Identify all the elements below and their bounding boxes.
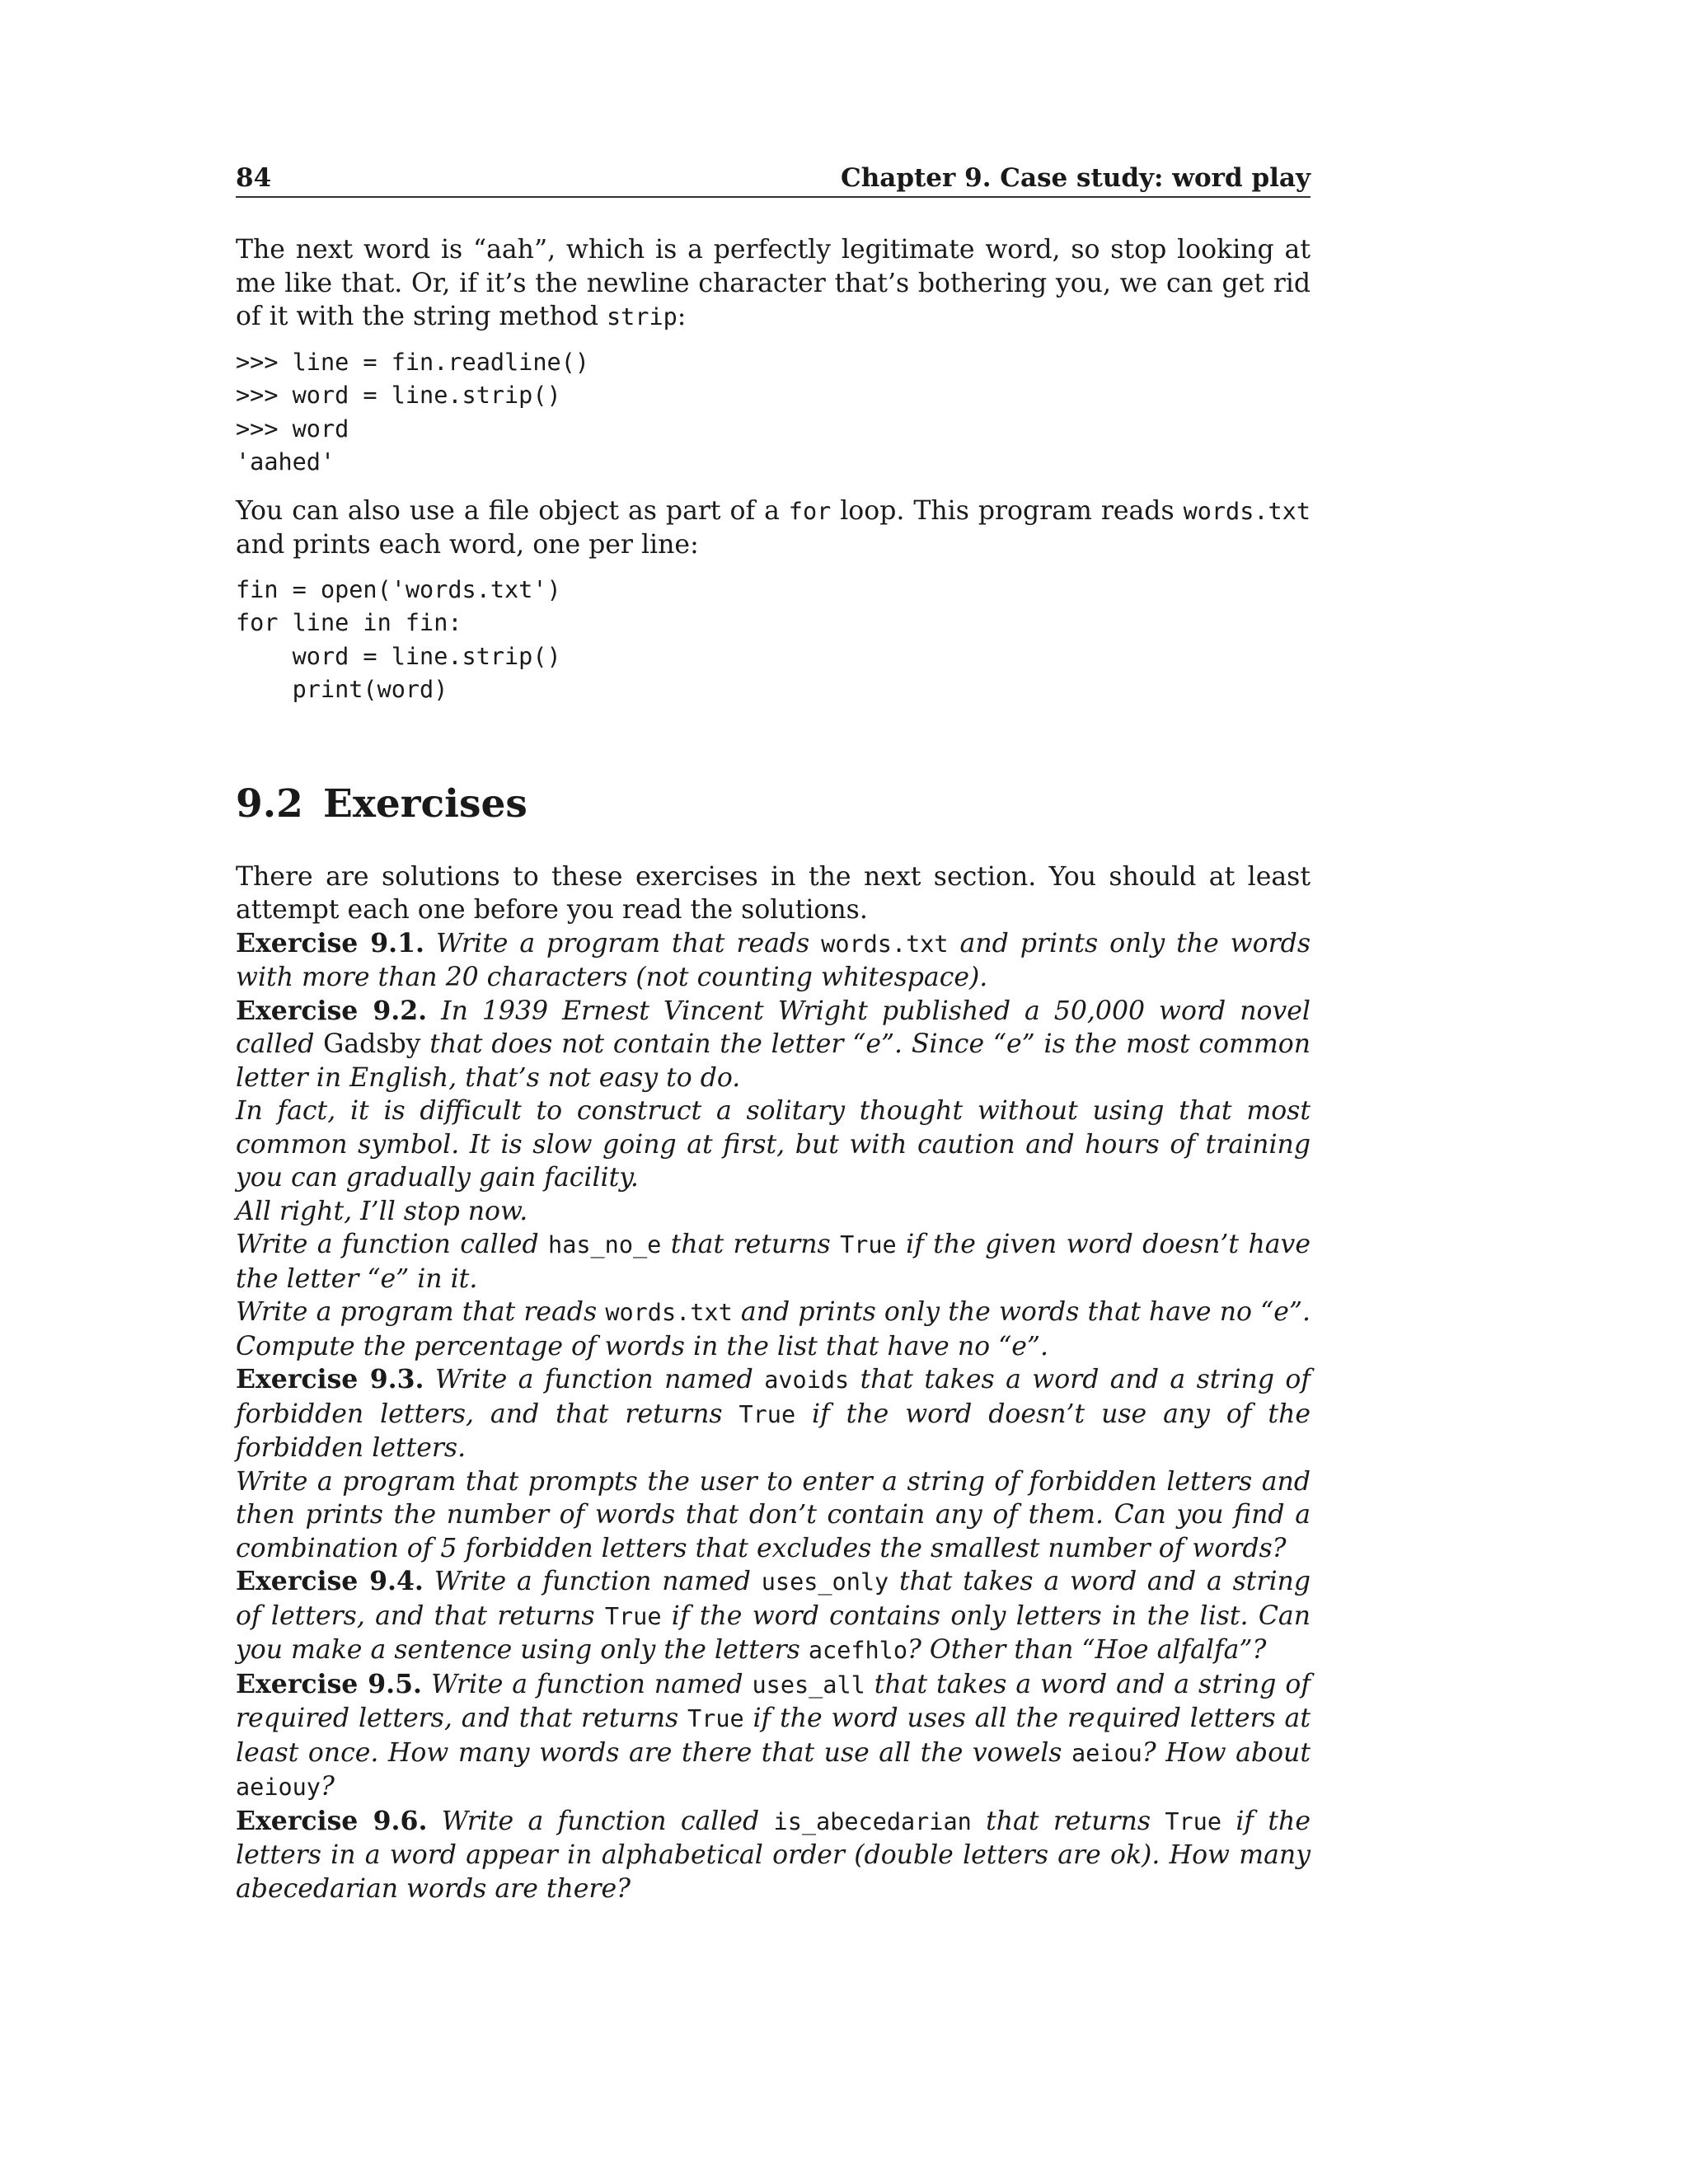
inline-code: True [738, 1400, 796, 1428]
exercise-9-4: Exercise 9.4. Write a function named uses_only that takes a word and a string of letters, and that returns True if the word contains only letters in the list. Can you make a sentence using only the letters acefhlo? Other than “Hoe alfalfa”? [236, 1566, 1311, 1665]
inline-code: avoids [764, 1366, 850, 1394]
inline-code: acefhlo [808, 1637, 907, 1664]
inline-code: True [1165, 1807, 1221, 1835]
intro-paragraph-1: The next word is “aah”, which is a perfectly legitimate word, so stop looking at me like that. Or, if it’s the newline character that’s bothering you, we can get rid of it with the string method strip: [236, 235, 1311, 331]
page-header [236, 162, 1311, 198]
inline-code: words.txt [1183, 497, 1311, 525]
exercise-9-2-paragraph: Write a function called has_no_e that returns True if the given word doesn’t have the letter “e” in it. [236, 1230, 1311, 1294]
book-title: Gadsby [323, 1029, 421, 1059]
exercise-9-2: Exercise 9.2. In 1939 Ernest Vincent Wright published a 50,000 word novel called Gadsby that does not contain the letter “e”. Since “e” is the most common letter in English, that’s not easy to do. [236, 995, 1311, 1093]
exercise-9-5: Exercise 9.5. Write a function named uses_all that takes a word and a string of required letters, and that returns True if the word uses all the required letters at least once. How many words are there that use all the vowels aeiou? How about aeiouy? [236, 1668, 1311, 1802]
section-number: 9.2 [236, 780, 303, 827]
exercise-label: Exercise 9.3. [236, 1364, 424, 1394]
exercise-9-2-paragraph: All right, I’ll stop now. [236, 1196, 528, 1226]
inline-code: uses_all [752, 1671, 865, 1699]
inline-code: words.txt [605, 1299, 733, 1326]
exercise-label: Exercise 9.6. [236, 1805, 428, 1836]
inline-code: True [604, 1602, 662, 1630]
inline-code: words.txt [821, 930, 949, 958]
inline-code: strip [607, 303, 678, 330]
inline-code: aeiou [1071, 1739, 1142, 1767]
exercise-9-2-paragraph: Write a program that reads words.txt and prints only the words that have no “e”. Compute the percentage of words in the list that have no “e”. [236, 1297, 1311, 1361]
page-number: 84 [236, 163, 272, 193]
exercise-9-3-paragraph: Write a program that prompts the user to enter a string of forbidden letters and then prints the number of words that don’t contain any of them. Can you find a combination of 5 forbidden letters that excludes the smallest number of words? [236, 1466, 1311, 1563]
section-intro: There are solutions to these exercises in the next section. You should at least attempt each one before you read the solutions. [236, 861, 1311, 925]
exercise-label: Exercise 9.5. [236, 1668, 423, 1699]
exercise-9-2-paragraph: In fact, it is difficult to construct a solitary thought without using that most common symbol. It is slow going at first, but with caution and hours of training you can gradually gain facility. [236, 1096, 1311, 1193]
inline-code: True [687, 1705, 744, 1732]
page-body [236, 233, 1311, 1905]
inline-code: aeiouy [236, 1774, 321, 1801]
chapter-title: Chapter 9. Case study: word play [841, 163, 1311, 193]
exercise-label: Exercise 9.4. [236, 1566, 424, 1596]
exercise-9-1: Exercise 9.1. Write a program that reads words.txt and prints only the words with more than 20 characters (not counting whitespace). [236, 927, 1311, 992]
inline-code: is_abecedarian [773, 1807, 972, 1835]
inline-code: for [788, 497, 832, 525]
inline-code: uses_only [761, 1568, 889, 1596]
code-block-readline: >>> line = fin.readline() >>> word = line.strip() >>> word 'aahed' [236, 348, 589, 476]
exercise-label: Exercise 9.2. [236, 995, 428, 1026]
code-block-for-loop: fin = open('words.txt') for line in fin: word = line.strip() print(word) [236, 575, 561, 703]
section-title: Exercises [323, 780, 528, 827]
inline-code: True [840, 1231, 897, 1258]
exercise-9-3: Exercise 9.3. Write a function named avoids that takes a word and a string of forbidden letters, and that returns True if the word doesn’t use any of the forbidden letters. [236, 1364, 1311, 1463]
exercise-label: Exercise 9.1. [236, 927, 425, 958]
section-heading [236, 781, 1311, 827]
exercise-9-6: Exercise 9.6. Write a function called is_abecedarian that returns True if the letters in a word appear in alphabetical order (double letters are ok). How many abecedarian words are there? [236, 1805, 1311, 1904]
intro-paragraph-2: You can also use a file object as part of a for loop. This program reads words.txt and prints each word, one per line: [236, 495, 1311, 560]
inline-code: has_no_e [548, 1231, 662, 1258]
